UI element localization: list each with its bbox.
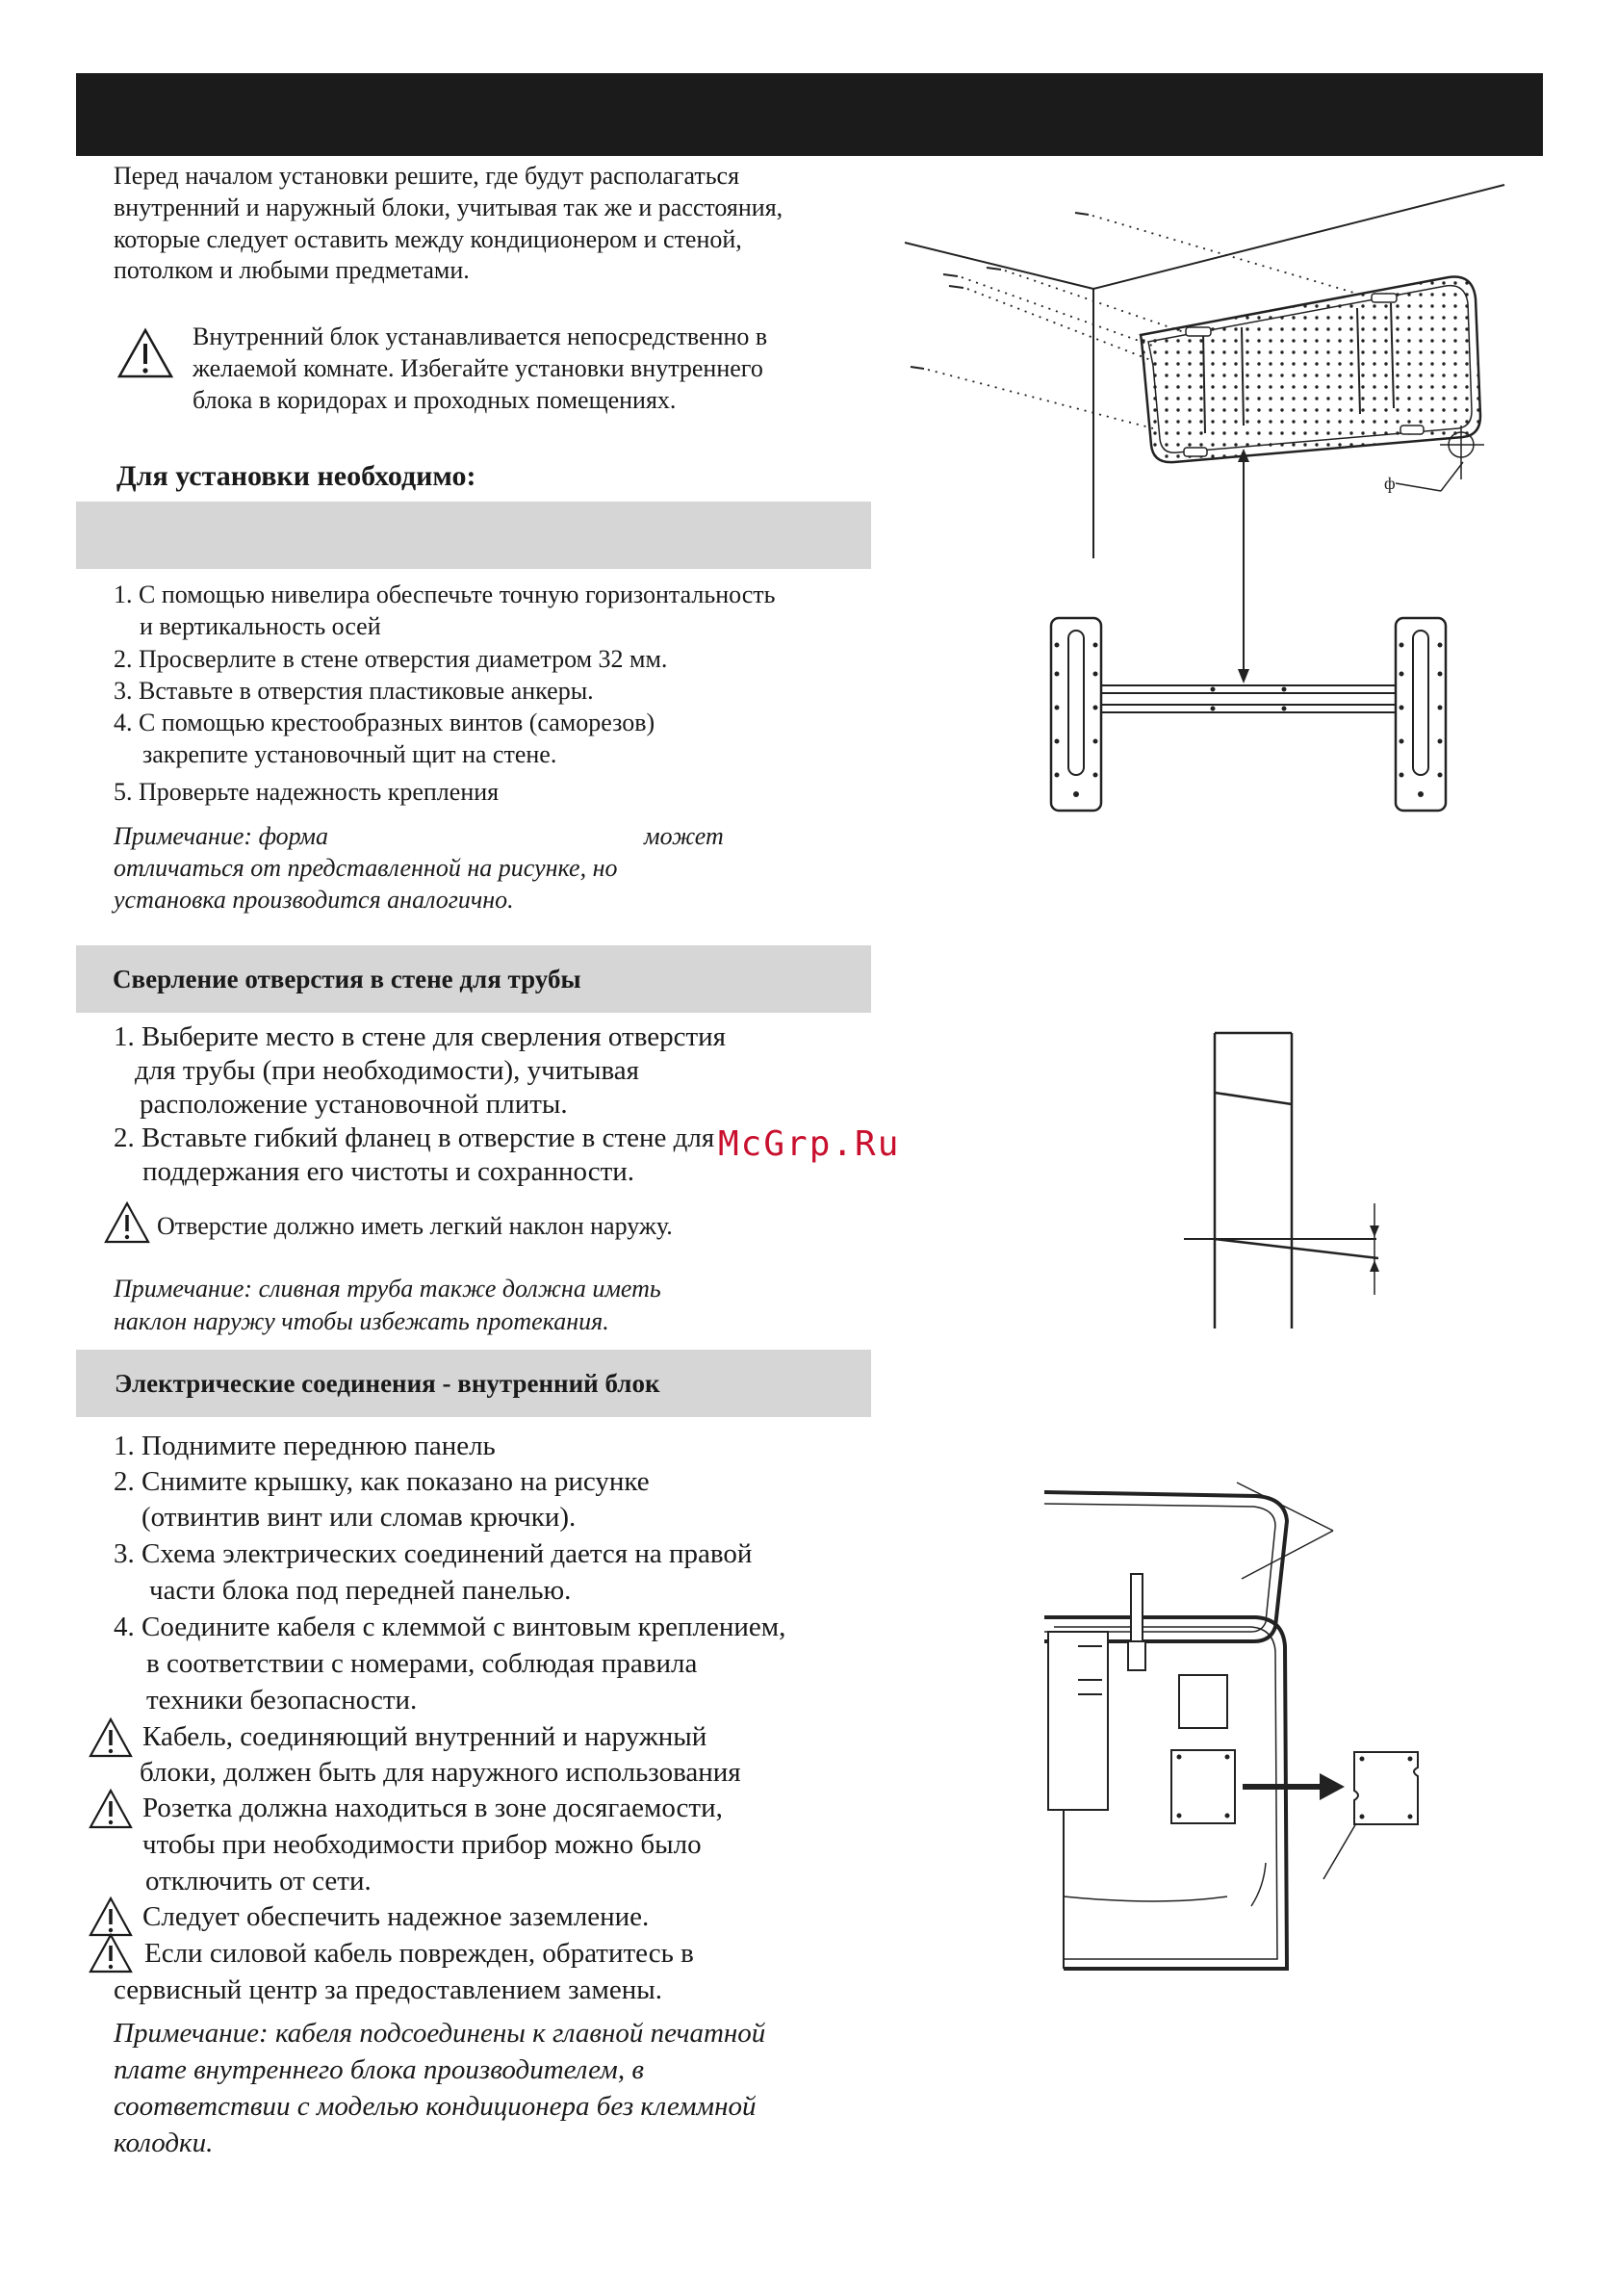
step-item: 1. С помощью нивелира обеспечьте точную горизонтальность: [114, 580, 776, 608]
warning-text: Если силовой кабель поврежден, обратитесь в: [144, 1938, 694, 1969]
intro-line: потолком и любыми предметами.: [114, 256, 470, 284]
note-text: наклон наружу чтобы избежать протекания.: [114, 1307, 609, 1335]
warning-text: блока в коридорах и проходных помещениях.: [193, 386, 677, 414]
section-heading: Для установки необходимо:: [116, 460, 476, 492]
section-bar-drilling: [76, 945, 871, 1013]
step-item: 3. Вставьте в отверстия пластиковые анкеры.: [114, 677, 594, 705]
warning-text: чтобы при необходимости прибор можно было: [142, 1829, 702, 1860]
warning-text: Внутренний блок устанавливается непосредственно в: [193, 322, 768, 350]
warning-icon: [89, 1896, 133, 1937]
note-text: плате внутреннего блока производителем, в: [114, 2054, 644, 2085]
step-item: в соответствии с номерами, соблюдая правила: [146, 1648, 698, 1679]
step-item: и вертикальность осей: [140, 612, 381, 640]
note-text: соответствии с моделью кондиционера без клеммной: [114, 2091, 757, 2122]
section-bar-mounting: [76, 502, 871, 569]
note-text: установка производится аналогично.: [114, 886, 514, 914]
step-item: 3. Схема электрических соединений дается на правой: [114, 1538, 753, 1569]
step-item: 4. Соедините кабеля с клеммой с винтовым креплением,: [114, 1612, 786, 1642]
header-bar: [76, 73, 1543, 156]
warning-icon: [104, 1201, 150, 1244]
intro-line: внутренний и наружный блоки, учитывая так же и расстояния,: [114, 193, 783, 221]
phi-label: ф: [1384, 474, 1396, 493]
warning-icon: [89, 1717, 133, 1758]
warning-icon: [89, 1789, 133, 1829]
indoor-unit-figure: [1035, 1483, 1449, 2002]
warning-text: отключить от сети.: [145, 1866, 372, 1896]
note-text: Примечание: кабеля подсоединены к главной печатной: [114, 2018, 766, 2049]
warning-icon: [116, 327, 174, 379]
step-item: части блока под передней панелью.: [149, 1575, 572, 1606]
step-item: для трубы (при необходимости), учитывая: [135, 1055, 639, 1086]
step-item: расположение установочной плиты.: [140, 1089, 568, 1120]
section-bar-electrical: [76, 1350, 871, 1417]
warning-text: Отверстие должно иметь легкий наклон наружу.: [157, 1212, 673, 1240]
step-item: 5. Проверьте надежность крепления: [114, 778, 500, 806]
warning-text: сервисный центр за предоставлением замены.: [114, 1974, 662, 2005]
wall-hole-figure: [1174, 1025, 1396, 1333]
step-item: 1. Выберите место в стене для сверления отверстия: [114, 1021, 727, 1052]
intro-line: которые следует оставить между кондиционером и стеной,: [114, 225, 742, 253]
warning-text: блоки, должен быть для наружного использования: [140, 1757, 741, 1788]
note-text: колодки.: [114, 2128, 214, 2158]
section-bar-title: Сверление отверстия в стене для трубы: [113, 965, 581, 993]
step-item: закрепите установочный щит на стене.: [142, 740, 557, 768]
step-item: 2. Снимите крышку, как показано на рисунке: [114, 1466, 650, 1497]
note-text: Примечание: форма: [114, 822, 328, 850]
warning-text: Следует обеспечить надежное заземление.: [142, 1901, 650, 1932]
step-item: 2. Просверлите в стене отверстия диаметром 32 мм.: [114, 645, 668, 673]
mounting-plate-figure: [895, 173, 1511, 828]
step-item: (отвинтив винт или сломав крючки).: [141, 1502, 577, 1533]
step-item: техники безопасности.: [146, 1685, 418, 1716]
warning-text: желаемой комнате. Избегайте установки внутреннего: [193, 354, 763, 382]
warning-text: Розетка должна находиться в зоне досягаемости,: [142, 1793, 723, 1823]
step-item: 4. С помощью крестообразных винтов (саморезов): [114, 709, 655, 736]
note-text: может: [644, 822, 724, 850]
step-item: поддержания его чистоты и сохранности.: [142, 1156, 635, 1187]
note-text: отличаться от представленной на рисунке, но: [114, 854, 618, 882]
warning-text: Кабель, соединяющий внутренний и наружный: [142, 1721, 707, 1752]
step-item: 2. Вставьте гибкий фланец в отверстие в стене для: [114, 1122, 715, 1153]
section-bar-title: Электрические соединения - внутренний блок: [115, 1369, 660, 1398]
step-item: 1. Поднимите переднюю панель: [114, 1431, 496, 1461]
warning-icon: [89, 1933, 133, 1974]
watermark: McGrp.Ru: [718, 1124, 901, 1164]
intro-line: Перед началом установки решите, где будут располагаться: [114, 162, 740, 190]
note-text: Примечание: сливная труба также должна иметь: [114, 1275, 661, 1303]
